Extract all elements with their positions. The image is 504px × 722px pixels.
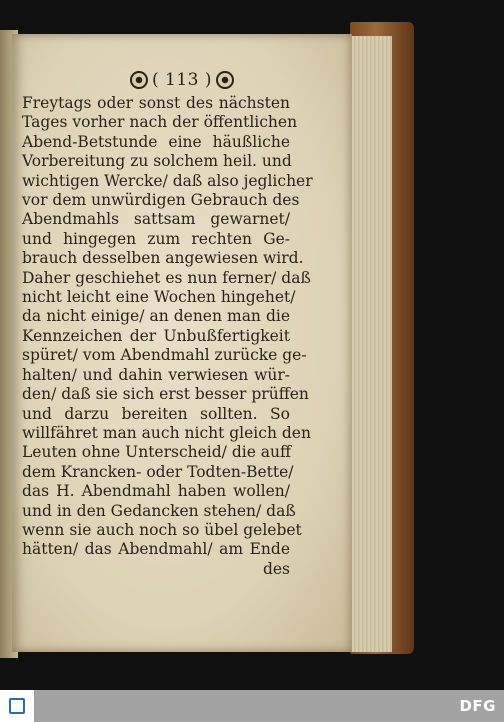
text-line: Abendmahls sattsam gewarnet/: [22, 210, 290, 229]
text-line: vor dem unwürdigen Gebrauch des: [22, 191, 300, 210]
text-line: hätten/ das Abendmahl/ am Ende: [22, 540, 290, 559]
text-line: Abend-Betstunde eine häußliche: [22, 132, 290, 151]
text-line: dem Krancken- oder Todten-Bette/: [22, 462, 294, 481]
ornament-left-icon: [130, 71, 148, 89]
text-line: Daher geschiehet es nun ferner/ daß: [22, 268, 311, 287]
text-line: halten/ und dahin verwiesen wür-: [22, 365, 290, 384]
page-text: [22, 94, 313, 579]
text-line: Vorbereitung zu solchem heil. und: [22, 152, 292, 171]
text-line: nicht leicht eine Wochen hingehet/: [22, 288, 296, 307]
text-line: spüret/ vom Abendmahl zurücke ge-: [22, 346, 307, 365]
text-line: das H. Abendmahl haben wollen/: [22, 482, 290, 501]
text-line: den/ daß sie sich erst besser prüffen: [22, 385, 309, 404]
dfg-logo: DFG: [459, 697, 496, 715]
text-line: und in den Gedancken stehen/ daß: [22, 501, 296, 520]
footer-bar: [0, 690, 504, 722]
text-line: Leuten ohne Unterscheid/ die auff: [22, 443, 292, 462]
text-line: und hingegen zum rechten Ge-: [22, 229, 290, 248]
library-logo-icon: [9, 698, 25, 714]
text-line: Tages vorher nach der öffentlichen: [22, 113, 298, 132]
text-line: wenn sie auch noch so übel gelebet: [22, 520, 302, 539]
text-line: da nicht einige/ an denen man die: [22, 307, 290, 326]
text-line: Freytags oder sonst des nächsten: [22, 94, 290, 112]
text-line: Kennzeichen der Unbußfertigkeit: [22, 326, 290, 345]
text-line: brauch desselben angewiesen wird.: [22, 249, 304, 268]
catchword: des: [262, 559, 290, 578]
page-number: ( 113 ): [151, 70, 213, 90]
text-line: und darzu bereiten sollten. So: [22, 404, 290, 423]
ornament-right-icon: [216, 71, 234, 89]
book-page: [12, 34, 352, 652]
page-header: [12, 70, 352, 90]
library-logo: [0, 690, 34, 722]
text-line: wichtigen Wercke/ daß also jeglicher: [22, 171, 313, 190]
text-line: willfähret man auch nicht gleich den: [22, 423, 311, 442]
